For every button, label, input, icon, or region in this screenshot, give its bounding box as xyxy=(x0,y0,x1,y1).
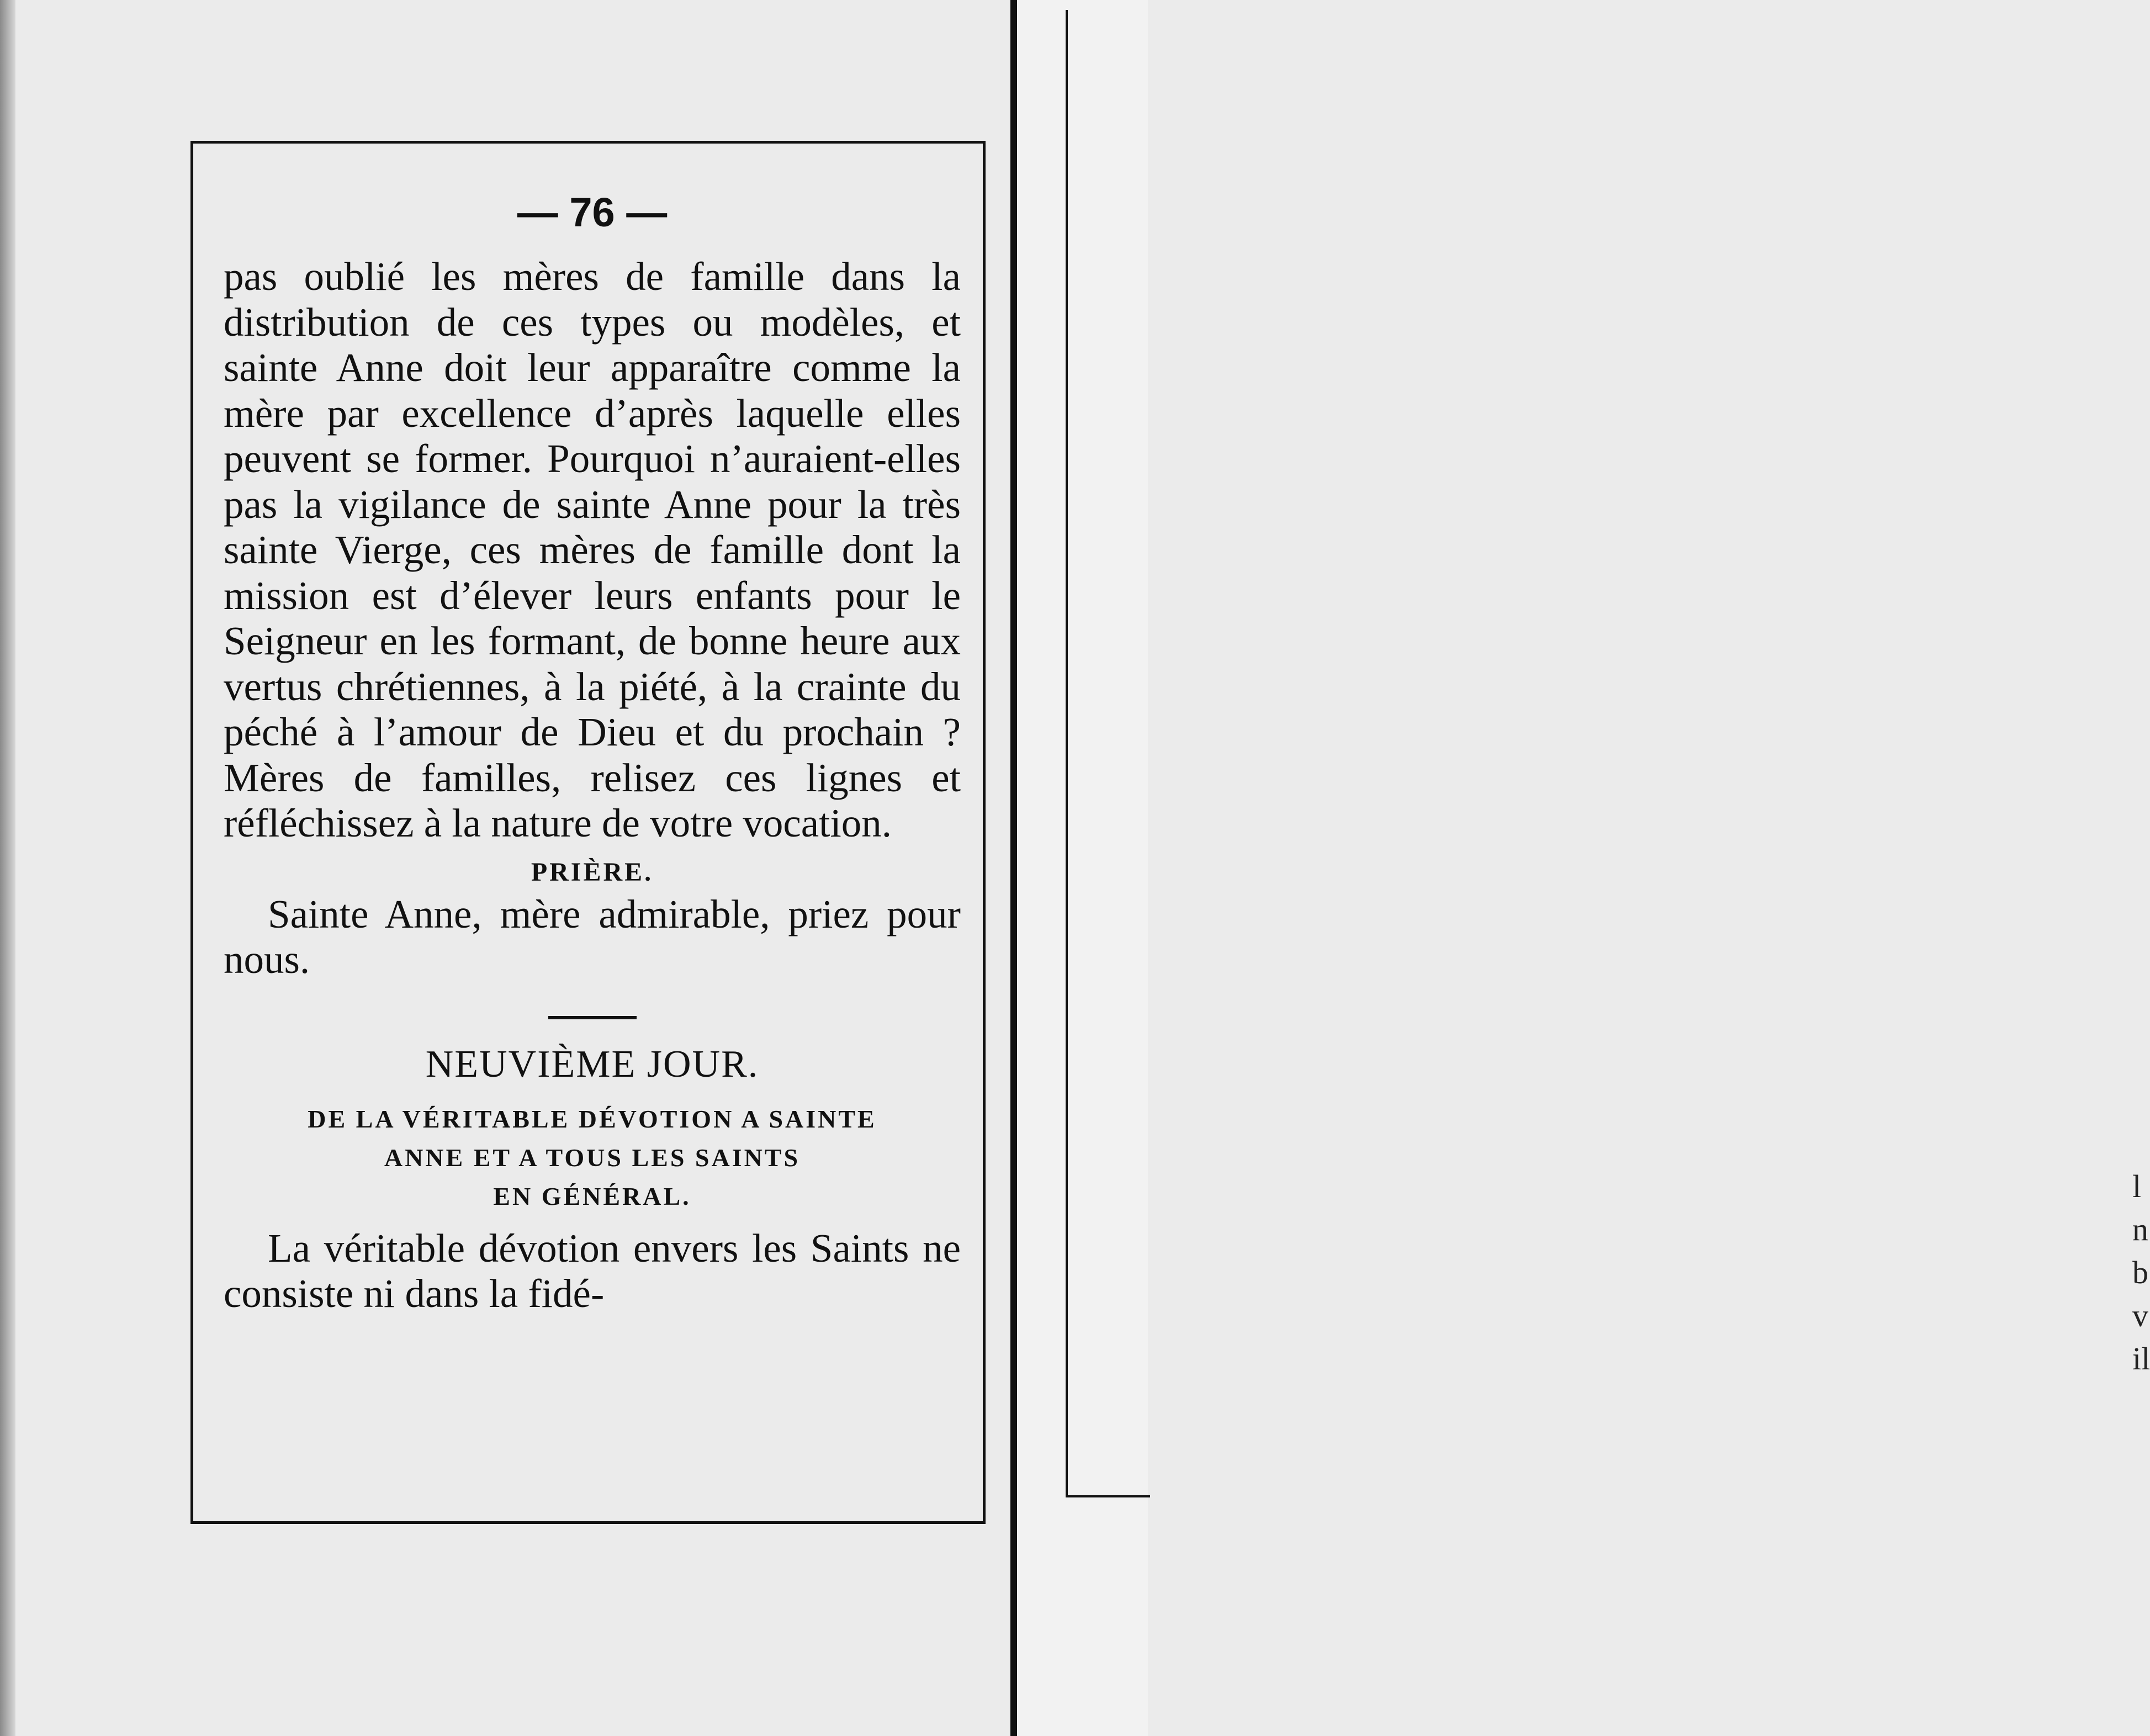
main-paragraph: pas oublié les mères de famille dans la distribution de ces types ou modèles, et sainte Anne doit leur apparaître comme la mère par excellence d’après laquelle elles peuvent se former. Pourquoi n’auraient-elles pas la vigilance de sainte Anne pour la très sainte Vierge, ces mères de famille dont la mission est d’élever leurs enfants pour le Seigneur en les formant, de bonne heure aux vertus chrétiennes, à la piété, à la crainte du péché à l’amour de Dieu et du prochain ? Mères de familles, relisez ces lignes et réfléchissez à la nature de votre vocation. xyxy=(224,254,961,845)
adjacent-letter: l xyxy=(2132,1168,2142,1204)
page-left-edge xyxy=(0,0,15,1736)
adjacent-letter: b xyxy=(2132,1255,2148,1290)
section-body: La véritable dévotion envers les Saints ne consiste ni dans la fidé- xyxy=(224,1225,961,1316)
adjacent-page-frame xyxy=(1066,10,1150,1497)
adjacent-letter: v xyxy=(2132,1298,2148,1333)
section-divider xyxy=(548,1016,637,1019)
adjacent-letter: il xyxy=(2132,1341,2150,1377)
prayer-heading: PRIÈRE. xyxy=(531,857,654,887)
page-number: — 76 — xyxy=(517,189,668,235)
prayer-text: Sainte Anne, mère admirable, priez pour nous. xyxy=(224,891,961,982)
section-subtitle-line: ANNE ET A TOUS LES SAINTS xyxy=(384,1143,801,1172)
section-subtitle-line: EN GÉNÉRAL. xyxy=(493,1182,691,1210)
adjacent-page-letters xyxy=(2132,1165,2150,1380)
section-title: NEUVIÈME JOUR. xyxy=(425,1042,759,1086)
page-content xyxy=(224,182,961,1317)
adjacent-letter: n xyxy=(2132,1211,2148,1247)
book-gutter xyxy=(1010,0,1017,1736)
section-subtitle-line: DE LA VÉRITABLE DÉVOTION A SAINTE xyxy=(308,1104,877,1133)
